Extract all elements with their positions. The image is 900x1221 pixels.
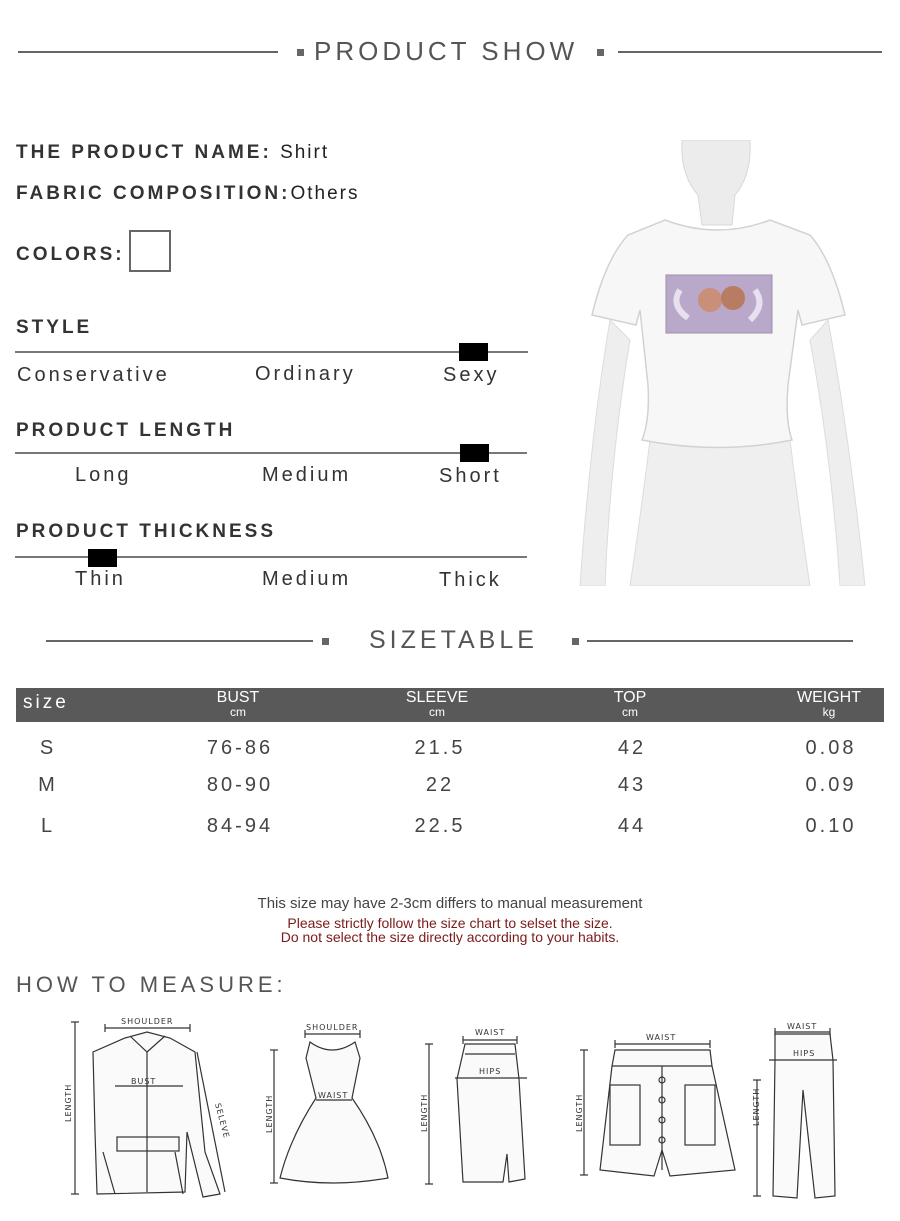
sizetable-rule-left bbox=[46, 640, 313, 642]
product-image bbox=[570, 140, 870, 586]
color-swatch[interactable] bbox=[129, 230, 171, 272]
col-top: TOP cm bbox=[613, 689, 647, 719]
length-option-long[interactable]: Long bbox=[75, 464, 132, 486]
header-square-left bbox=[297, 49, 304, 56]
style-scale-line bbox=[15, 351, 528, 353]
length-scale-line bbox=[15, 452, 527, 454]
note-follow-chart: Please strictly follow the size chart to selset the size. bbox=[287, 915, 613, 931]
top-cell: 43 bbox=[617, 774, 647, 796]
thickness-title: PRODUCT THICKNESS bbox=[16, 521, 277, 542]
sizetable-square-right bbox=[572, 638, 579, 645]
product-name-label: THE PRODUCT NAME: bbox=[16, 142, 272, 163]
fabric-row bbox=[16, 183, 359, 205]
length-option-medium[interactable]: Medium bbox=[262, 464, 352, 486]
sizetable-square-left bbox=[322, 638, 329, 645]
sleeve-label: SELEVE bbox=[213, 1102, 232, 1140]
thickness-option-medium[interactable]: Medium bbox=[262, 568, 352, 590]
fabric-label: FABRIC COMPOSITION: bbox=[16, 183, 291, 204]
thickness-option-thick[interactable]: Thick bbox=[439, 569, 502, 591]
waist-label: WAIST bbox=[475, 1028, 506, 1037]
col-bust: BUST cm bbox=[216, 689, 260, 719]
size-table-header bbox=[16, 688, 884, 722]
page-title: PRODUCT SHOW bbox=[314, 36, 579, 66]
thickness-option-thin[interactable]: Thin bbox=[75, 568, 126, 590]
weight-cell: 0.09 bbox=[805, 774, 857, 796]
length-label: LENGTH bbox=[420, 1093, 429, 1132]
thickness-marker[interactable] bbox=[88, 549, 117, 567]
waist-label: WAIST bbox=[646, 1033, 677, 1042]
fabric-value: Others bbox=[290, 183, 360, 204]
length-label: LENGTH bbox=[64, 1083, 73, 1122]
sleeve-cell: 22 bbox=[425, 774, 455, 796]
colors-label: COLORS: bbox=[16, 244, 125, 265]
note-measurement: This size may have 2-3cm differs to manual measurement bbox=[257, 895, 643, 912]
style-option-sexy[interactable]: Sexy bbox=[443, 364, 500, 386]
length-label: LENGTH bbox=[575, 1093, 584, 1132]
col-size: size bbox=[23, 692, 69, 713]
weight-cell: 0.08 bbox=[805, 737, 857, 759]
sizetable-title: SIZETABLE bbox=[369, 626, 538, 654]
hips-label: HIPS bbox=[479, 1067, 502, 1076]
waist-label: WAIST bbox=[787, 1022, 818, 1031]
style-option-ordinary[interactable]: Ordinary bbox=[255, 363, 356, 385]
length-title: PRODUCT LENGTH bbox=[16, 420, 236, 441]
bust-cell: 76-86 bbox=[206, 737, 274, 759]
header-rule-right bbox=[618, 51, 882, 53]
shorts-measure-figure bbox=[570, 1030, 745, 1180]
sizetable-rule-right bbox=[587, 640, 853, 642]
style-marker[interactable] bbox=[459, 343, 488, 361]
waist-label: WAIST bbox=[318, 1091, 349, 1100]
header-square-right bbox=[597, 49, 604, 56]
bust-label: BUST bbox=[131, 1077, 157, 1086]
sleeve-cell: 21.5 bbox=[414, 737, 466, 759]
top-cell: 44 bbox=[617, 815, 647, 837]
shoulder-label: SHOULDER bbox=[121, 1017, 174, 1026]
size-cell: L bbox=[40, 815, 56, 837]
style-title: STYLE bbox=[16, 317, 93, 338]
bust-cell: 84-94 bbox=[206, 815, 274, 837]
trousers-measure-figure bbox=[745, 1020, 845, 1202]
weight-cell: 0.10 bbox=[805, 815, 857, 837]
shoulder-label: SHOULDER bbox=[306, 1023, 359, 1032]
product-name-row bbox=[16, 142, 329, 164]
size-cell: M bbox=[38, 774, 58, 796]
jacket-measure-figure bbox=[55, 1012, 240, 1202]
how-to-measure-title: HOW TO MEASURE: bbox=[16, 972, 287, 997]
size-cell: S bbox=[39, 737, 57, 759]
col-sleeve: SLEEVE cm bbox=[405, 689, 469, 719]
col-weight: WEIGHT kg bbox=[797, 689, 861, 719]
note-habits: Do not select the size directly according to your habits. bbox=[280, 929, 620, 945]
header-rule-left bbox=[18, 51, 278, 53]
product-name-value: Shirt bbox=[280, 142, 330, 163]
style-option-conservative[interactable]: Conservative bbox=[17, 364, 170, 386]
sleeve-cell: 22.5 bbox=[414, 815, 466, 837]
length-option-short[interactable]: Short bbox=[439, 465, 502, 487]
hips-label: HIPS bbox=[793, 1049, 816, 1058]
length-label: LENGTH bbox=[265, 1094, 274, 1133]
skirt-measure-figure bbox=[415, 1024, 535, 1189]
length-label: LENGTH bbox=[752, 1087, 761, 1126]
top-cell: 42 bbox=[617, 737, 647, 759]
bust-cell: 80-90 bbox=[206, 774, 274, 796]
length-marker[interactable] bbox=[460, 444, 489, 462]
dress-measure-figure bbox=[260, 1018, 390, 1188]
